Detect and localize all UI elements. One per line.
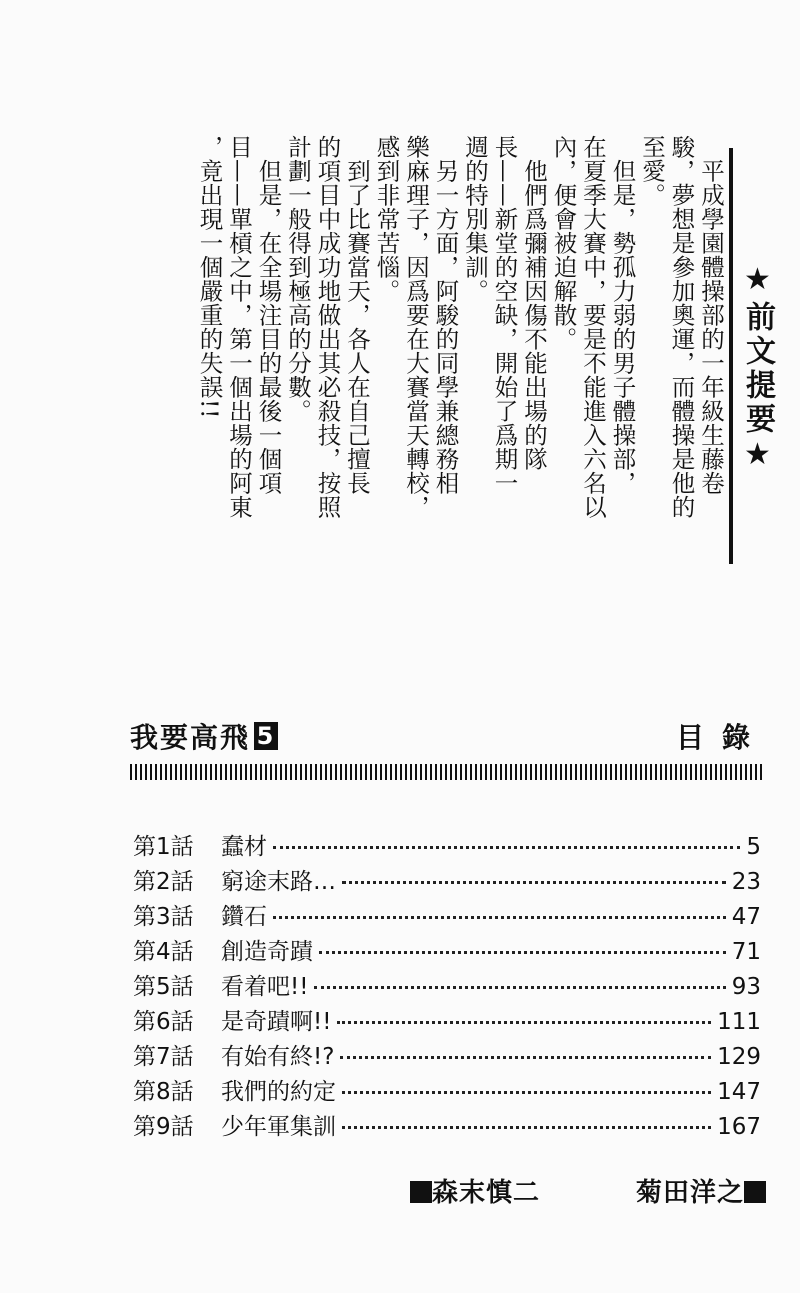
author-credit bbox=[410, 1172, 540, 1209]
toc-row[interactable] bbox=[133, 828, 761, 863]
chapter-number: 第1話 bbox=[133, 834, 194, 860]
dot-leader bbox=[340, 1056, 711, 1059]
chapter-page: 23 bbox=[731, 869, 761, 895]
toc-row[interactable] bbox=[133, 1073, 761, 1108]
chapter-page: 147 bbox=[717, 1079, 761, 1105]
chapter-title: 有始有終!? bbox=[221, 1044, 335, 1070]
synopsis-line: 在夏季大賽中，要是不能進入六名以 bbox=[579, 135, 607, 519]
synopsis-line: 樂麻理子，因爲要在大賽當天轉校， bbox=[402, 135, 430, 519]
chapter-number: 第8話 bbox=[133, 1079, 194, 1105]
chapter-title: 蠢材 bbox=[221, 834, 267, 860]
synopsis-title: ★前文提要★ bbox=[740, 262, 775, 476]
dot-leader bbox=[342, 881, 726, 884]
chapter-page: 71 bbox=[731, 939, 761, 965]
chapter-number: 第3話 bbox=[133, 904, 194, 930]
synopsis-line: 至愛。 bbox=[638, 135, 666, 207]
synopsis-line: 另一方面，阿駿的同學兼總務相 bbox=[431, 135, 460, 495]
toc-row[interactable] bbox=[133, 968, 761, 1003]
author-name: 森末慎二 bbox=[432, 1178, 541, 1208]
chapter-title: 創造奇蹟 bbox=[221, 939, 313, 965]
toc-row[interactable] bbox=[133, 1108, 761, 1143]
synopsis-line: 但是，勢孤力弱的男子體操部， bbox=[608, 135, 637, 495]
synopsis-body bbox=[195, 135, 725, 575]
synopsis-line: 目——單槓之中，第一個出場的阿東 bbox=[225, 135, 253, 519]
decorative-rule bbox=[130, 764, 763, 780]
toc-row[interactable] bbox=[133, 933, 761, 968]
chapter-title: 少年軍集訓 bbox=[221, 1114, 336, 1140]
chapter-title: 窮途末路… bbox=[221, 869, 336, 895]
chapter-number: 第7話 bbox=[133, 1044, 194, 1070]
dot-leader bbox=[273, 846, 740, 849]
synopsis-line: 他們爲彌補因傷不能出場的隊 bbox=[520, 135, 548, 471]
chapter-number: 第4話 bbox=[133, 939, 194, 965]
synopsis-line: 週的特別集訓。 bbox=[461, 135, 489, 303]
synopsis-line: 但是，在全場注目的最後一個項 bbox=[254, 135, 283, 495]
dot-leader bbox=[342, 1126, 711, 1129]
artist-name: 菊田洋之 bbox=[635, 1178, 744, 1208]
synopsis-line: 長——新堂的空缺，開始了爲期一 bbox=[490, 135, 519, 495]
chapter-page: 5 bbox=[746, 834, 761, 860]
chapter-page: 167 bbox=[717, 1114, 761, 1140]
dot-leader bbox=[337, 1021, 711, 1024]
toc-row[interactable] bbox=[133, 863, 761, 898]
chapter-number: 第2話 bbox=[133, 869, 194, 895]
synopsis-line: 平成學園體操部的一年級生藤卷 bbox=[697, 135, 725, 495]
chapter-page: 111 bbox=[717, 1009, 761, 1035]
chapter-title: 看着吧!! bbox=[221, 974, 309, 1000]
toc-row[interactable] bbox=[133, 898, 761, 933]
chapter-page: 93 bbox=[731, 974, 761, 1000]
dot-leader bbox=[273, 916, 726, 919]
chapter-number: 第5話 bbox=[133, 974, 194, 1000]
chapter-page: 47 bbox=[731, 904, 761, 930]
artist-credit bbox=[636, 1172, 766, 1209]
chapter-number: 第6話 bbox=[133, 1009, 194, 1035]
chapter-title: 鑽石 bbox=[221, 904, 267, 930]
toc-heading: 目錄 bbox=[676, 721, 769, 754]
square-bullet-icon bbox=[410, 1181, 432, 1203]
synopsis-line: ，竟出現一個嚴重的失誤!! bbox=[195, 135, 224, 419]
toc-row[interactable] bbox=[133, 1038, 761, 1073]
synopsis-line: 計劃一般得到極高的分數。 bbox=[284, 135, 312, 423]
volume-badge: 5 bbox=[254, 722, 278, 750]
chapter-title: 是奇蹟啊!! bbox=[221, 1009, 332, 1035]
synopsis-line: 到了比賽當天，各人在自己擅長 bbox=[343, 135, 371, 495]
chapter-page: 129 bbox=[717, 1044, 761, 1070]
credits bbox=[410, 1172, 766, 1209]
synopsis-divider bbox=[729, 148, 733, 564]
square-bullet-icon bbox=[744, 1181, 766, 1203]
synopsis-line: 駿，夢想是參加奧運，而體操是他的 bbox=[667, 135, 696, 519]
chapter-number: 第9話 bbox=[133, 1114, 194, 1140]
book-title-text: 我要高飛 bbox=[130, 721, 251, 754]
synopsis-line: 的項目中成功地做出其必殺技，按照 bbox=[313, 135, 342, 519]
toc-row[interactable] bbox=[133, 1003, 761, 1038]
toc-list bbox=[133, 828, 761, 1143]
dot-leader bbox=[342, 1091, 711, 1094]
chapter-title: 我們的約定 bbox=[221, 1079, 336, 1105]
dot-leader bbox=[314, 986, 725, 989]
dot-leader bbox=[319, 951, 726, 954]
synopsis-line: 內，便會被迫解散。 bbox=[549, 135, 578, 351]
synopsis-line: 感到非常苦惱。 bbox=[372, 135, 401, 303]
book-title bbox=[130, 716, 278, 756]
